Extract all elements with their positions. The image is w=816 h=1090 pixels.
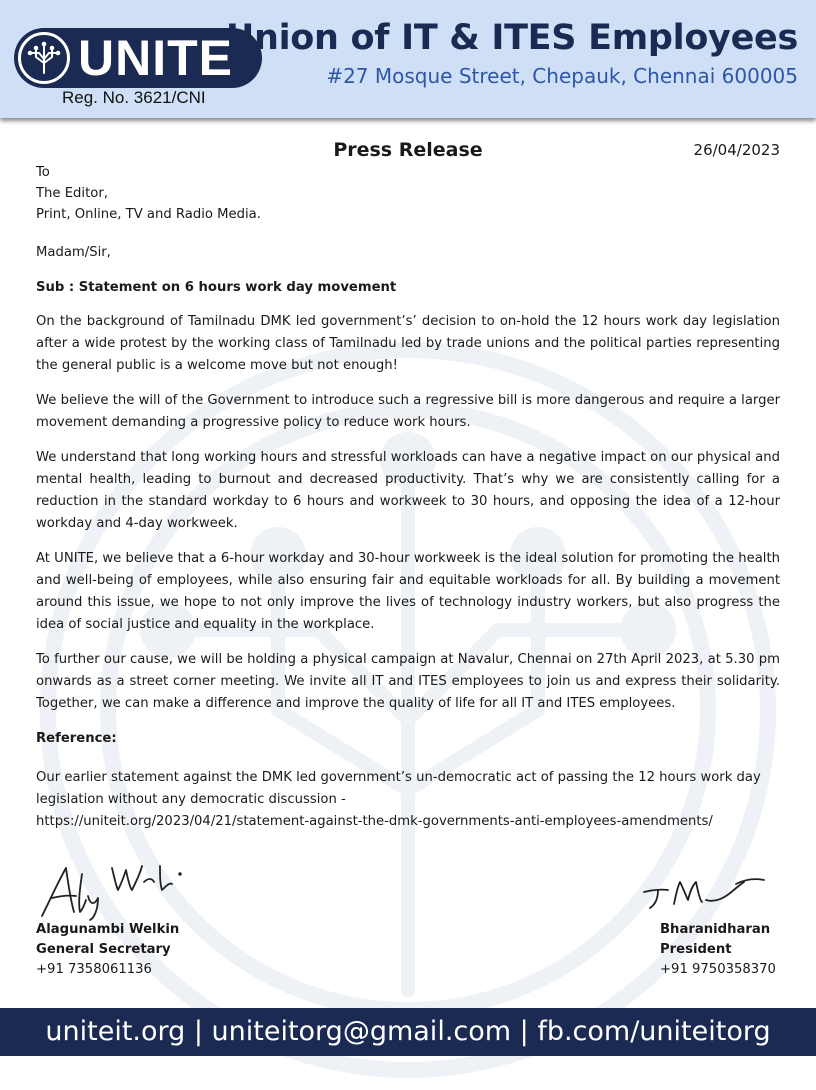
salutation: Madam/Sir, (36, 245, 111, 260)
reference-heading: Reference: (36, 731, 117, 746)
reference-text: Our earlier statement against the DMK led government’s un-democratic act of passing the 12 hours work day legislation without any democratic discussion - (36, 770, 761, 807)
letter-body (36, 138, 780, 832)
document-title: Press Release (333, 139, 483, 161)
recipient-line: To (36, 165, 50, 180)
paragraph: We believe the will of the Government to introduce such a regressive bill is more dangerous and require a larger movement demanding a progressive policy to reduce work hours. (36, 393, 780, 430)
paragraph: We understand that long working hours and stressful workloads can have a negative impact on our physical and mental health, leading to burnout and decreased productivity. That’s why we are consistently calling for a reduction in the standard workday to 6 hours and workweek to 30 hours, and opposing the idea of a 12-hour workday and 4-day workweek. (36, 450, 780, 531)
paragraph: On the background of Tamilnadu DMK led government’s’ decision to on-hold the 12 hours work day legislation after a wide protest by the working class of Tamilnadu led by trade unions and the political parties representing the general public is a welcome move but not enough! (36, 314, 780, 373)
signature-welkin-icon (36, 860, 186, 922)
recipient-block (36, 162, 780, 225)
signatory-role: President (660, 942, 732, 957)
registration-number: Reg. No. 3621/CNI (62, 88, 206, 107)
circuit-tree-icon (18, 32, 70, 84)
reference-link[interactable]: https://uniteit.org/2023/04/21/statement-against-the-dmk-governments-anti-employees-amendments/ (36, 814, 713, 829)
document-date: 26/04/2023 (693, 141, 780, 159)
organization-address: #27 Mosque Street, Chepauk, Chennai 600005 (326, 64, 798, 88)
organization-name: Union of IT & ITES Employees (225, 18, 798, 58)
signatory-role: General Secretary (36, 942, 171, 957)
paragraph: At UNITE, we believe that a 6-hour workday and 30-hour workweek is the ideal solution for promoting the health and well-being of employees, while also ensuring fair and equitable workloads for all. By building a movement around this issue, we hope to not only improve the lives of technology industry workers, but also progress the idea of social justice and equality in the workplace. (36, 551, 780, 632)
footer-contact-bar: uniteit.org | uniteitorg@gmail.com | fb.com/uniteitorg (0, 1008, 816, 1056)
signatory-name: Alagunambi Welkin (36, 922, 180, 937)
letterhead (0, 0, 816, 118)
signatory-right (660, 920, 776, 980)
recipient-line: The Editor, (36, 186, 108, 201)
signatory-phone: +91 9750358370 (660, 962, 776, 977)
signatory-name: Bharanidharan (660, 922, 771, 937)
subject-line: Sub : Statement on 6 hours work day movement (36, 280, 397, 295)
recipient-line: Print, Online, TV and Radio Media. (36, 207, 261, 222)
logo-text: UNITE (78, 30, 233, 86)
paragraph: To further our cause, we will be holding a physical campaign at Navalur, Chennai on 27th April 2023, at 5.30 pm onwards as a street corner meeting. We invite all IT and ITES employees to join us and express their solidarity. Together, we can make a difference and improve the quality of life for all IT and ITES employees. (36, 652, 780, 711)
signatory-left (36, 920, 179, 980)
unite-logo (14, 28, 262, 88)
signatory-phone: +91 7358061136 (36, 962, 152, 977)
signature-bharanidharan-icon (640, 874, 772, 918)
